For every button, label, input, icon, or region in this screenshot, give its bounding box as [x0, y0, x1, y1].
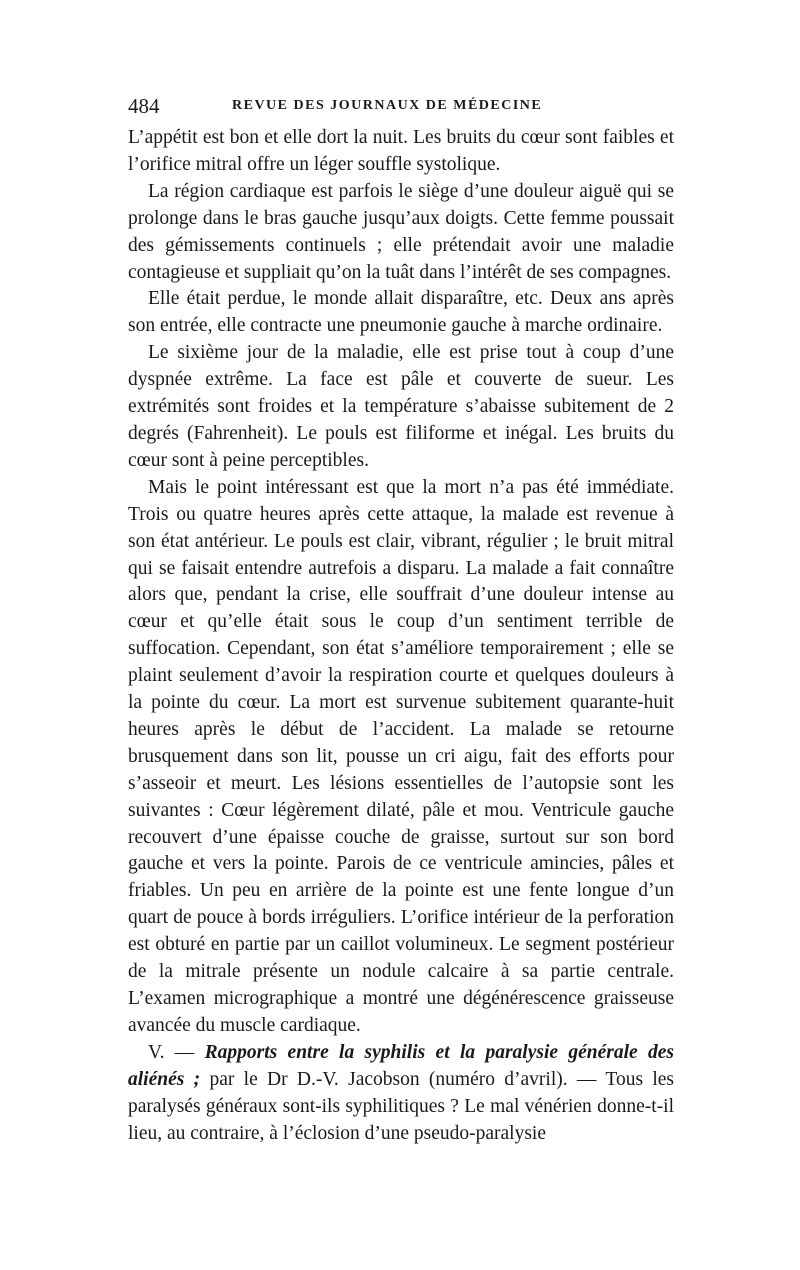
page-header: [128, 94, 674, 118]
body-text: [128, 125, 674, 1147]
paragraph-3: Elle était perdue, le monde allait disparaître, etc. Deux ans après son entrée, elle contracte une pneumonie gauche à marche ordinaire.: [128, 288, 674, 337]
section-number: V. —: [148, 1041, 195, 1063]
paragraph-6: [128, 1040, 674, 1148]
paragraph-1: L’appétit est bon et elle dort la nuit. Les bruits du cœur sont faibles et l’orifice mitral offre un léger souffle systolique.: [128, 127, 674, 175]
paragraph-4: Le sixième jour de la maladie, elle est prise tout à coup d’une dyspnée extrême. La face est pâle et couverte de sueur. Les extrémités sont froides et la température s’abaisse subitement de 2 degrés (Fahrenheit). Le pouls est filiforme et inégal. Les bruits du cœur sont à peine perceptibles.: [128, 342, 674, 471]
section-author: par le Dr D.-V. Jacobson (numéro d’avril). —: [209, 1068, 597, 1090]
paragraph-5: Mais le point intéressant est que la mort n’a pas été immédiate. Trois ou quatre heures après cette attaque, la malade est revenue à son état antérieur. Le pouls est clair, vibrant, régulier ; le bruit mitral qui se faisait entendre autrefois a disparu. La malade a fait connaître alors que, pendant la crise, elle souffrait d’une douleur intense au cœur et qu’elle était sous le coup d’un sentiment terrible de suffocation. Cependant, son état s’améliore temporairement ; elle se plaint seulement d’avoir la respiration courte et quelques douleurs à la pointe du cœur. La mort est survenue subitement quarante-huit heures après le début de l’accident. La malade se retourne brusquement dans son lit, pousse un cri aigu, fait des efforts pour s’asseoir et meurt. Les lésions essentielles de l’autopsie sont les suivantes : Cœur légèrement dilaté, pâle et mou. Ventricule gauche recouvert d’une épaisse couche de graisse, surtout sur son bord gauche et vers la pointe. Parois de ce ventricule amincies, pâles et friables. Un peu en arrière de la pointe est une fente longue d’un quart de pouce à bords irréguliers. L’orifice intérieur de la perforation est obturé en partie par un caillot volumineux. Le segment postérieur de la mitrale présente un nodule calcaire à sa partie centrale. L’examen micrographique a montré une dégénérescence graisseuse avancée du muscle cardiaque.: [128, 476, 674, 1036]
running-title: REVUE DES JOURNAUX DE MÉDECINE: [232, 98, 543, 113]
paragraph-2: La région cardiaque est parfois le siège d’une douleur aiguë qui se prolonge dans le bras gauche jusqu’aux doigts. Cette femme poussait des gémissements continuels ; elle prétendait avoir une maladie contagieuse et suppliait qu’on la tuât dans l’intérêt de ses compagnes.: [128, 180, 674, 283]
page-number: 484: [128, 94, 160, 118]
section-text: Tous les paralysés généraux sont-ils syphilitiques ? Le mal vénérien donne-t-il lieu, au contraire, à l’éclosion d’une pseudo-paralysie: [128, 1068, 674, 1144]
section-title: Rapports entre la syphilis et la paralysie générale des aliénés ;: [128, 1041, 675, 1090]
